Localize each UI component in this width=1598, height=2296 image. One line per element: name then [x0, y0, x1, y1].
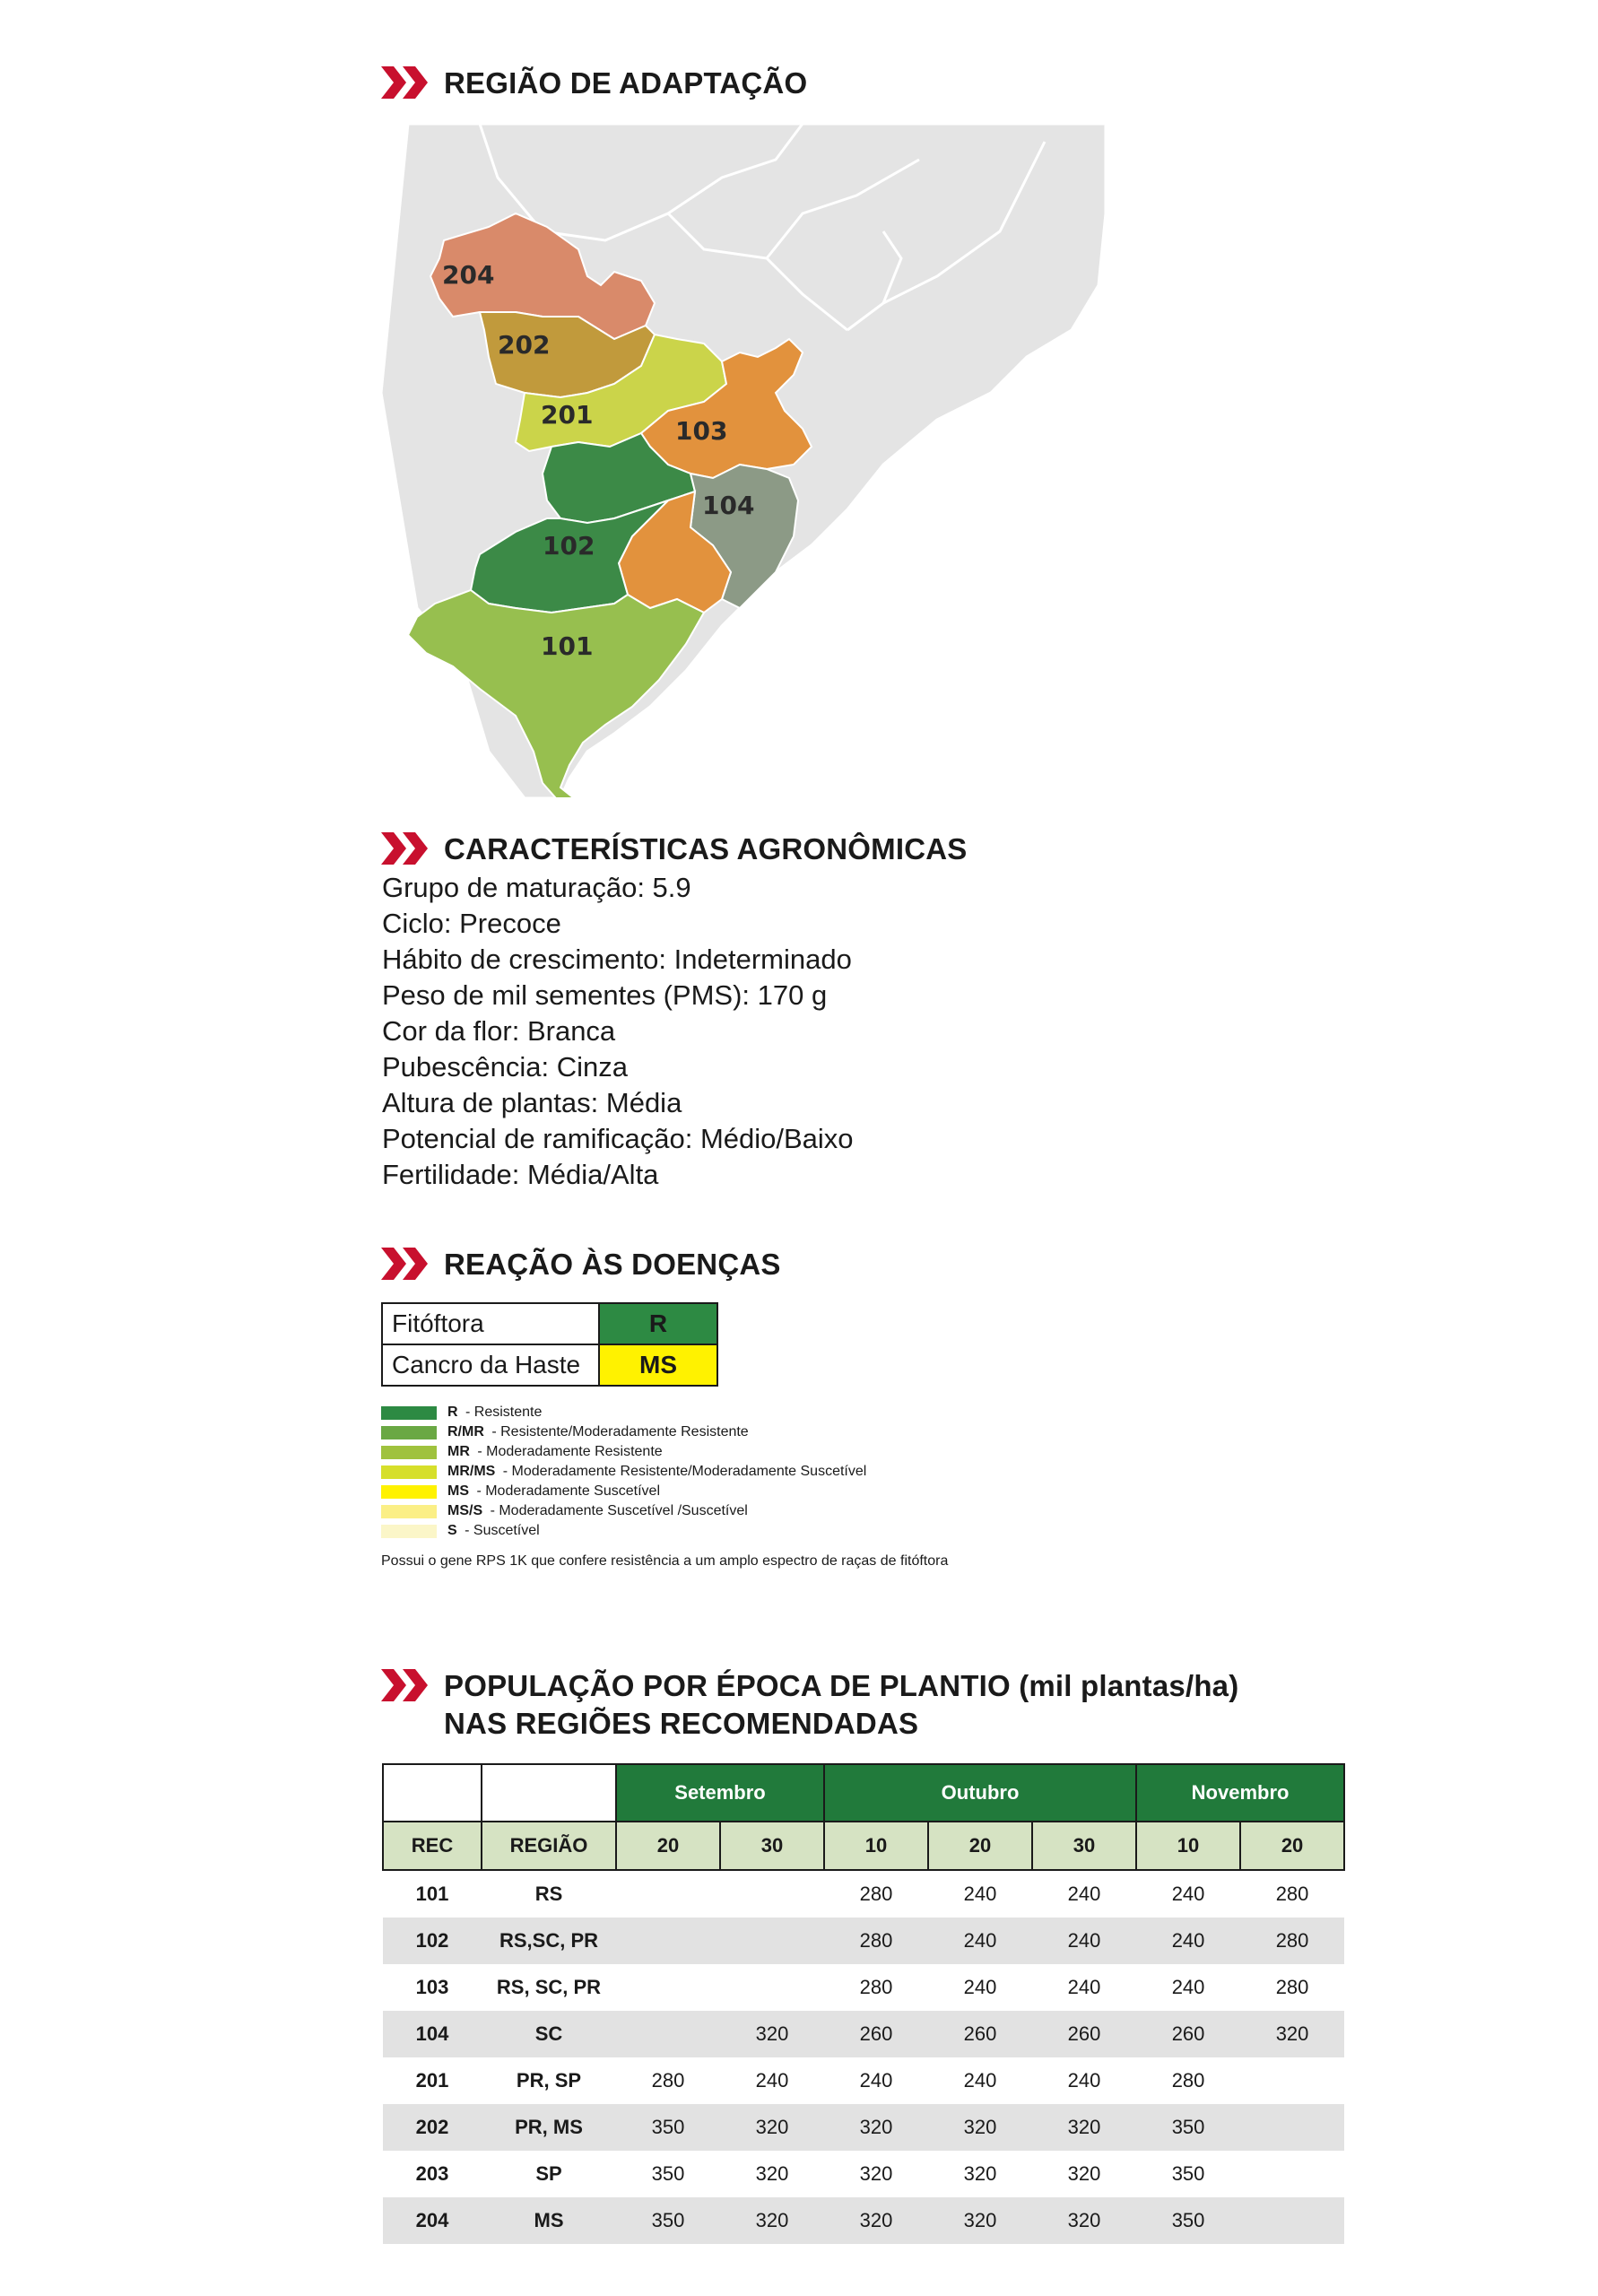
- population-cell: 240: [755, 2069, 789, 2092]
- population-cell: 240: [963, 2069, 997, 2092]
- disease-name: Cancro da Haste: [382, 1344, 599, 1386]
- table-row: [383, 2197, 1344, 2244]
- legend-item: MR - Moderadamente Resistente: [381, 1442, 866, 1462]
- header-day: 20: [928, 1822, 1032, 1870]
- disease-row: [382, 1344, 717, 1386]
- legend-swatch: [381, 1505, 437, 1518]
- disease-name: Fitóftora: [382, 1303, 599, 1344]
- population-cell: 280: [1240, 1918, 1344, 1964]
- legend-code: R: [447, 1405, 458, 1420]
- char-maturation-group: Grupo de maturação: 5.9: [382, 872, 691, 903]
- header-day: 30: [1032, 1822, 1136, 1870]
- population-cell: 320: [963, 2162, 997, 2185]
- population-cell: 240: [1067, 1976, 1101, 1998]
- char-fertility: Fertilidade: Média/Alta: [382, 1159, 659, 1190]
- table-row: [383, 1918, 1344, 1964]
- population-cell: 320: [1032, 2197, 1136, 2244]
- region-cell: SP: [535, 2162, 562, 2185]
- population-cell: 280: [859, 1883, 893, 1905]
- population-cell: [1240, 2057, 1344, 2104]
- population-cell: 240: [1067, 2069, 1101, 2092]
- population-cell: 350: [616, 2197, 720, 2244]
- population-cell: [1240, 2151, 1344, 2197]
- population-cell: 280: [651, 2069, 685, 2092]
- char-plant-height: Altura de plantas: Média: [382, 1087, 682, 1118]
- char-seed-weight: Peso de mil sementes (PMS): 170 g: [382, 979, 828, 1011]
- population-cell: [1240, 2104, 1344, 2151]
- disease-table: [381, 1302, 718, 1387]
- region-cell: PR, MS: [482, 2104, 616, 2151]
- legend-item: S - Suscetível: [381, 1521, 866, 1541]
- legend-desc: Moderadamente Resistente/Moderadamente Suscetível: [511, 1464, 867, 1479]
- region-cell: PR, SP: [516, 2069, 582, 2092]
- region-cell: SC: [482, 2011, 616, 2057]
- population-cell: 350: [1136, 2197, 1240, 2244]
- population-title-line2: NAS REGIÕES RECOMENDADAS: [444, 1707, 919, 1740]
- population-cell: 320: [755, 2162, 789, 2185]
- population-cell: 240: [963, 1883, 997, 1905]
- population-cell: 350: [616, 2104, 720, 2151]
- day-header-row: [383, 1822, 1344, 1870]
- chevron-right-icon: [381, 1667, 433, 1703]
- population-cell: 240: [859, 2069, 893, 2092]
- characteristics-list: [382, 870, 854, 1193]
- population-cell: 260: [928, 2011, 1032, 2057]
- month-october: Outubro: [824, 1764, 1136, 1822]
- legend-code: S: [447, 1523, 457, 1538]
- header-day: 30: [720, 1822, 824, 1870]
- month-header-row: [383, 1764, 1344, 1822]
- disease-title: REAÇÃO ÀS DOENÇAS: [444, 1248, 781, 1281]
- header-rec: REC: [383, 1822, 482, 1870]
- population-cell: 320: [824, 2104, 928, 2151]
- header-blank: [383, 1764, 482, 1822]
- agronomic-section-heading: [381, 831, 968, 868]
- chevron-right-icon: [381, 65, 433, 100]
- region-title: REGIÃO DE ADAPTAÇÃO: [444, 66, 808, 100]
- char-cycle: Ciclo: Precoce: [382, 908, 561, 939]
- population-cell: 240: [1171, 1883, 1205, 1905]
- population-cell: 320: [1240, 2011, 1344, 2057]
- disease-section-heading: [381, 1246, 781, 1283]
- map-label-104: 104: [702, 491, 755, 520]
- map-label-101: 101: [541, 631, 594, 661]
- population-cell: 260: [1032, 2011, 1136, 2057]
- population-cell: 240: [963, 1976, 997, 1998]
- region-section-heading: [381, 65, 807, 102]
- disease-rating: R: [599, 1303, 717, 1344]
- population-cell: 350: [651, 2162, 685, 2185]
- population-cell: [616, 1918, 720, 1964]
- legend-item: MS - Moderadamente Suscetível: [381, 1482, 866, 1501]
- population-cell: 320: [824, 2197, 928, 2244]
- population-cell: 350: [1136, 2104, 1240, 2151]
- population-cell: 260: [824, 2011, 928, 2057]
- header-day: 20: [1240, 1822, 1344, 1870]
- char-branching: Potencial de ramificação: Médio/Baixo: [382, 1123, 854, 1154]
- rec-cell: 101: [415, 1883, 449, 1905]
- header-day: 20: [616, 1822, 720, 1870]
- population-cell: 280: [859, 1976, 893, 1998]
- map-label-201: 201: [541, 400, 594, 430]
- region-cell: MS: [482, 2197, 616, 2244]
- population-cell: 320: [1032, 2104, 1136, 2151]
- legend-code: MR: [447, 1444, 470, 1459]
- region-cell: RS: [534, 1883, 563, 1905]
- rec-cell: 203: [415, 2162, 449, 2185]
- population-cell: 280: [1275, 1976, 1309, 1998]
- header-region: REGIÃO: [482, 1822, 616, 1870]
- rec-cell: 204: [383, 2197, 482, 2244]
- legend-code: MS/S: [447, 1503, 483, 1518]
- disease-legend: [381, 1403, 866, 1541]
- legend-desc: Suscetível: [473, 1523, 540, 1538]
- rec-cell: 103: [415, 1976, 449, 1998]
- legend-desc: Resistente/Moderadamente Resistente: [500, 1424, 749, 1439]
- region-cell: RS, SC, PR: [496, 1976, 602, 1998]
- chevron-right-icon: [381, 831, 433, 866]
- population-cell: 260: [1136, 2011, 1240, 2057]
- legend-code: R/MR: [447, 1424, 484, 1439]
- table-row: [383, 1964, 1344, 2011]
- population-cell: 240: [928, 1918, 1032, 1964]
- legend-swatch: [381, 1485, 437, 1499]
- agronomic-title: CARACTERÍSTICAS AGRONÔMICAS: [444, 832, 968, 865]
- map-label-102: 102: [543, 531, 595, 561]
- gene-note: Possui o gene RPS 1K que confere resistência a um amplo espectro de raças de fitóftora: [381, 1553, 949, 1569]
- disease-row: [382, 1303, 717, 1344]
- legend-desc: Moderadamente Suscetível: [485, 1483, 660, 1499]
- legend-item: MR/MS - Moderadamente Resistente/Moderadamente Suscetível: [381, 1462, 866, 1482]
- population-cell: 320: [720, 2011, 824, 2057]
- population-cell: 280: [824, 1918, 928, 1964]
- legend-swatch: [381, 1525, 437, 1538]
- table-row: [383, 1870, 1344, 1918]
- population-cell: 320: [1067, 2162, 1101, 2185]
- header-day: 10: [1136, 1822, 1240, 1870]
- population-cell: 320: [720, 2197, 824, 2244]
- population-body: [383, 1870, 1344, 2244]
- table-row: [383, 2151, 1344, 2197]
- header-day: 10: [824, 1822, 928, 1870]
- legend-swatch: [381, 1406, 437, 1420]
- chevron-right-icon: [381, 1246, 433, 1282]
- char-flower-color: Cor da flor: Branca: [382, 1015, 616, 1047]
- map-label-202: 202: [498, 330, 551, 360]
- population-table: [382, 1763, 1345, 2244]
- legend-desc: Resistente: [473, 1405, 543, 1420]
- rec-cell: 202: [383, 2104, 482, 2151]
- char-pubescence: Pubescência: Cinza: [382, 1051, 628, 1083]
- legend-swatch: [381, 1465, 437, 1479]
- population-cell: 280: [1275, 1883, 1309, 1905]
- population-cell: [720, 1964, 824, 2011]
- population-cell: 320: [859, 2162, 893, 2185]
- population-cell: 280: [1171, 2069, 1205, 2092]
- legend-item: R/MR - Resistente/Moderadamente Resistente: [381, 1422, 866, 1442]
- population-cell: 240: [1171, 1976, 1205, 1998]
- legend-swatch: [381, 1446, 437, 1459]
- legend-code: MS: [447, 1483, 469, 1499]
- rec-cell: 104: [383, 2011, 482, 2057]
- population-cell: 240: [1136, 1918, 1240, 1964]
- map-label-204: 204: [442, 260, 495, 290]
- legend-item: R - Resistente: [381, 1403, 866, 1422]
- map-label-103: 103: [675, 416, 728, 446]
- table-row: [383, 2011, 1344, 2057]
- population-cell: 240: [1032, 1918, 1136, 1964]
- population-cell: [616, 1870, 720, 1918]
- adaptation-map: [381, 124, 1107, 798]
- population-cell: [720, 1918, 824, 1964]
- population-cell: 320: [720, 2104, 824, 2151]
- disease-rating: MS: [599, 1344, 717, 1386]
- table-row: [383, 2104, 1344, 2151]
- legend-desc: Moderadamente Suscetível /Suscetível: [499, 1503, 748, 1518]
- population-cell: 320: [928, 2197, 1032, 2244]
- population-cell: [720, 1870, 824, 1918]
- population-cell: [616, 2011, 720, 2057]
- char-growth-habit: Hábito de crescimento: Indeterminado: [382, 944, 852, 975]
- population-cell: 320: [928, 2104, 1032, 2151]
- table-row: [383, 2057, 1344, 2104]
- rec-cell: 201: [415, 2069, 449, 2092]
- legend-code: MR/MS: [447, 1464, 496, 1479]
- month-september: Setembro: [616, 1764, 824, 1822]
- population-cell: [1240, 2197, 1344, 2244]
- month-november: Novembro: [1136, 1764, 1344, 1822]
- legend-item: MS/S - Moderadamente Suscetível /Suscetível: [381, 1501, 866, 1521]
- population-cell: 240: [1067, 1883, 1101, 1905]
- region-cell: RS,SC, PR: [482, 1918, 616, 1964]
- legend-swatch: [381, 1426, 437, 1439]
- population-title-line1: POPULAÇÃO POR ÉPOCA DE PLANTIO (mil plantas/ha): [444, 1669, 1239, 1702]
- header-blank: [482, 1764, 616, 1822]
- population-section-heading: [381, 1667, 1238, 1743]
- legend-desc: Moderadamente Resistente: [486, 1444, 663, 1459]
- population-cell: [616, 1964, 720, 2011]
- population-cell: 350: [1171, 2162, 1205, 2185]
- rec-cell: 102: [383, 1918, 482, 1964]
